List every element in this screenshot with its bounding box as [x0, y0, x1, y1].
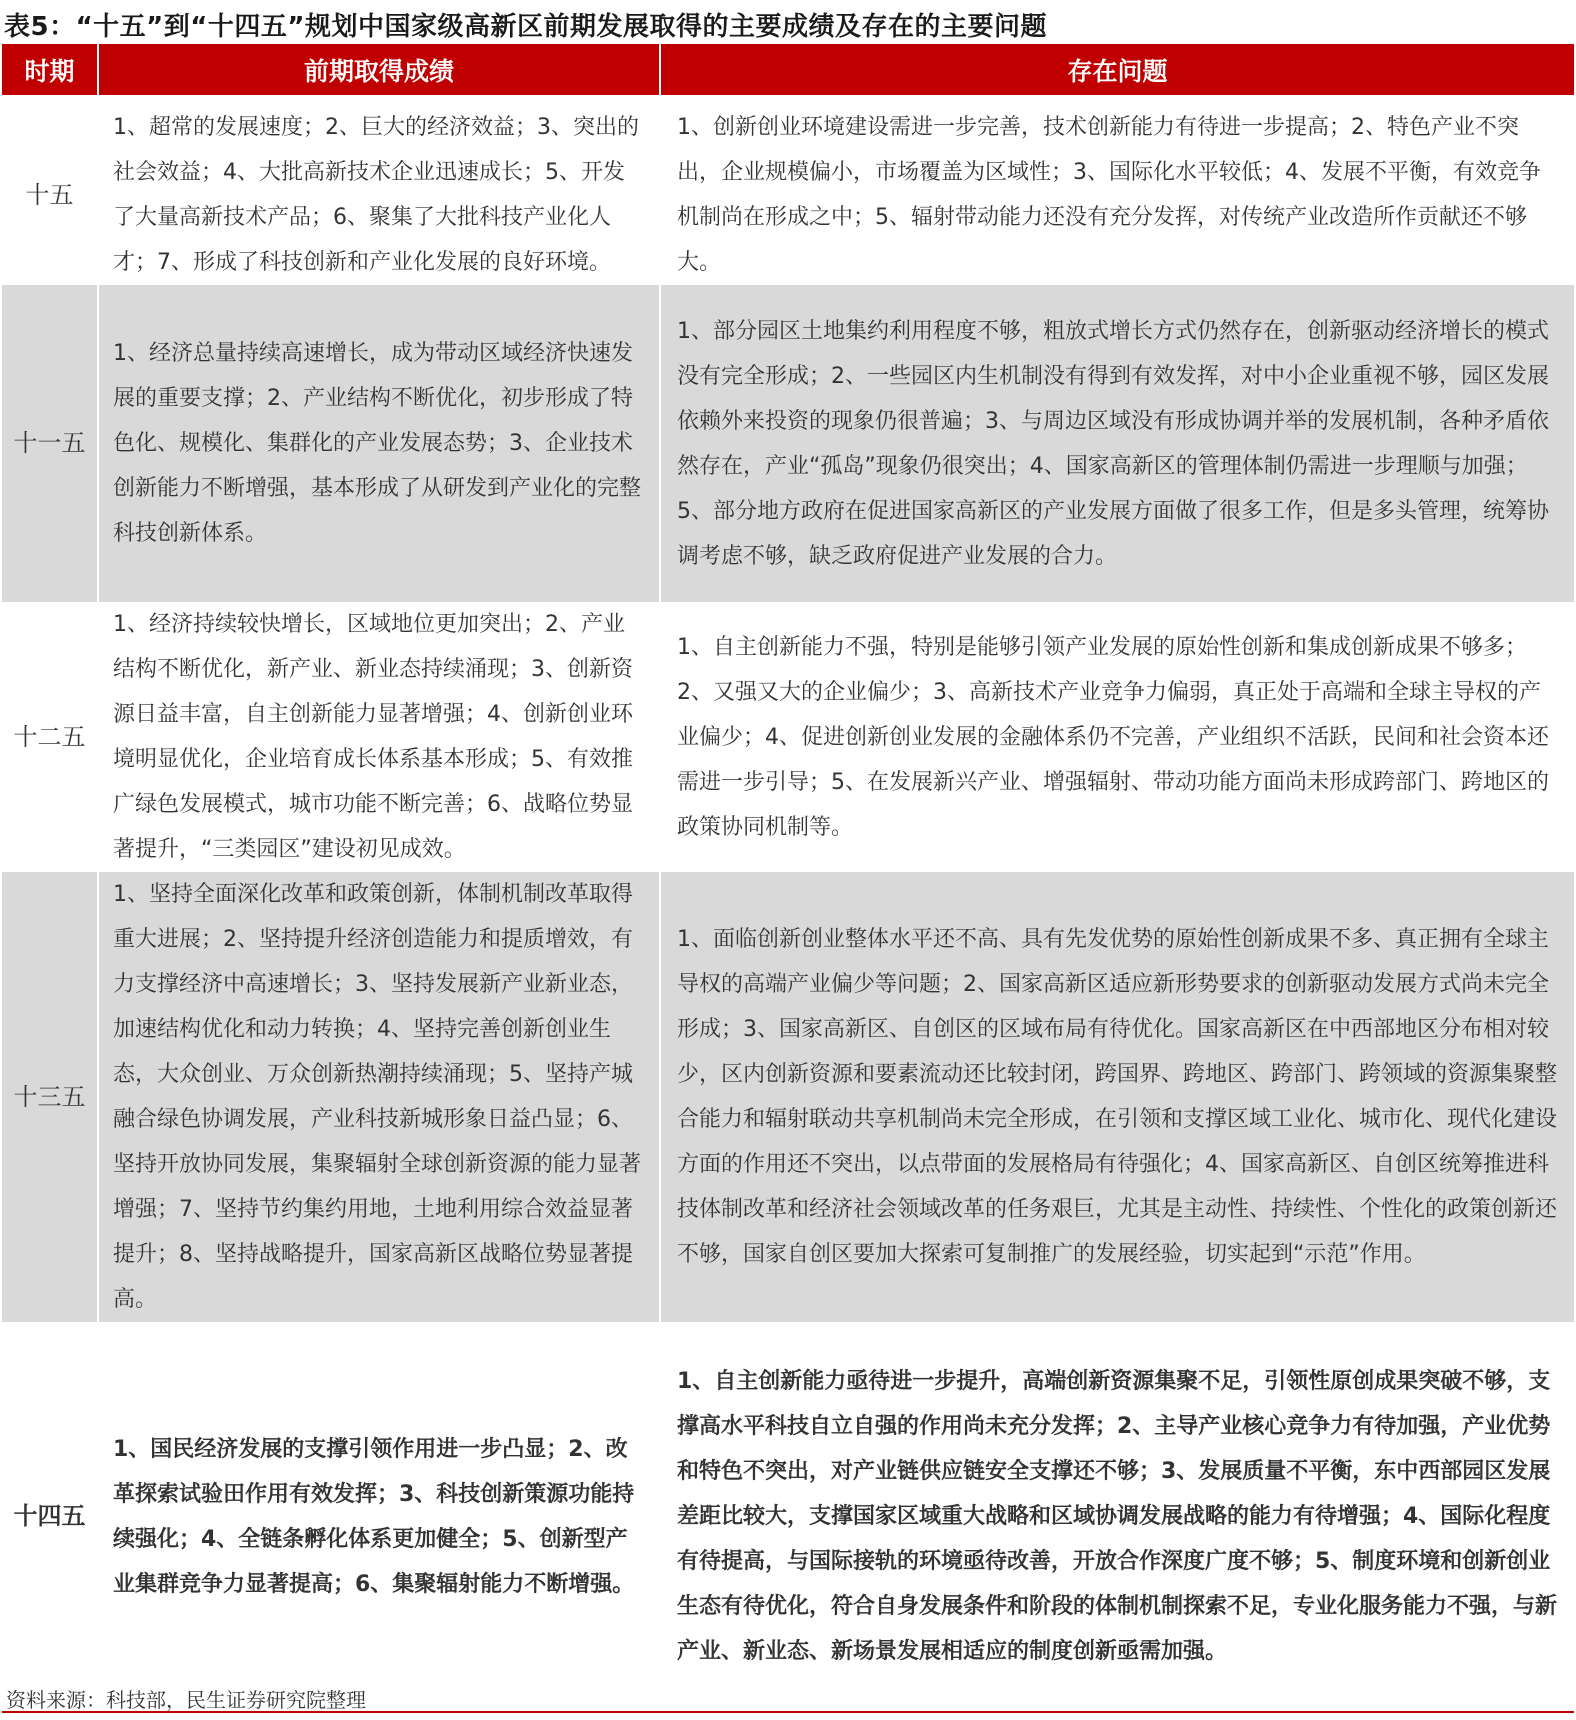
problems-cell: 1、自主创新能力不强，特别是能够引领产业发展的原始性创新和集成创新成果不够多；2、又强又大的企业偏少；3、高新技术产业竞争力偏弱，真正处于高端和全球主导权的产业偏少；4、促进创新创业发展的金融体系仍不完善，产业组织不活跃，民间和社会资本还需进一步引导；5、在发展新兴产业、增强辐射、带动功能方面尚未形成跨部门、跨地区的政策协同机制等。 — [677, 634, 1550, 840]
problems-cell: 1、部分园区土地集约利用程度不够，粗放式增长方式仍然存在，创新驱动经济增长的模式没有完全形成；2、一些园区内生机制没有得到有效发挥，对中小企业重视不够，园区发展依赖外来投资的现象仍很普遍；3、与周边区域没有形成协调并举的发展机制，各种矛盾依然存在，产业“孤岛”现象仍很突出；4、国家高新区的管理体制仍需进一步理顺与加强；5、部分地方政府在促进国家高新区的产业发展方面做了很多工作，但是多头管理，统筹协调考虑不够，缺乏政府促进产业发展的合力。 — [660, 285, 1574, 602]
period-cell: 十二五 — [2, 602, 98, 872]
header-period: 时期 — [2, 44, 98, 100]
problems-cell: 1、自主创新能力亟待进一步提升，高端创新资源集聚不足，引领性原创成果突破不够，支撑高水平科技自立自强的作用尚未充分发挥；2、主导产业核心竞争力有待加强，产业优势和特色不突出，对产业链供应链安全支撑还不够；3、发展质量不平衡，东中西部园区发展差距比较大，支撑国家区域重大战略和区域协调发展战略的能力有待增强；4、国际化程度有待提高，与国际接轨的环境亟待改善，开放合作深度广度不够；5、制度环境和创新创业生态有待优化，符合自身发展条件和阶段的体制机制探索不足，专业化服务能力不强，与新产业、新业态、新场景发展相适应的制度创新亟需加强。 — [660, 1322, 1574, 1712]
header-achievements: 前期取得成绩 — [98, 44, 660, 100]
source-note: 资料来源：科技部，民生证券研究院整理 — [6, 1688, 366, 1712]
achievements-cell: 1、超常的发展速度；2、巨大的经济效益；3、突出的社会效益；4、大批高新技术企业迅速成长；5、开发了大量高新技术产品；6、聚集了大批科技产业化人才；7、形成了科技创新和产业化发展的良好环境。 — [98, 100, 660, 285]
period-cell: 十四五 — [2, 1322, 98, 1712]
table-row — [2, 1322, 1574, 1712]
problems-cell: 1、创新创业环境建设需进一步完善，技术创新能力有待进一步提高；2、特色产业不突出，企业规模偏小，市场覆盖为区域性；3、国际化水平较低；4、发展不平衡，有效竞争机制尚在形成之中；5、辐射带动能力还没有充分发挥，对传统产业改造所作贡献还不够大。 — [660, 100, 1574, 285]
table-caption: 表5：“十五”到“十四五”规划中国家级高新区前期发展取得的主要成绩及存在的主要问题 — [4, 12, 1047, 42]
comparison-table — [2, 44, 1574, 1713]
table-row — [2, 602, 1574, 872]
period-cell: 十五 — [2, 100, 98, 285]
achievements-cell: 1、经济持续较快增长，区域地位更加突出；2、产业结构不断优化，新产业、新业态持续涌现；3、创新资源日益丰富，自主创新能力显著增强；4、创新创业环境明显优化，企业培育成长体系基本形成；5、有效推广绿色发展模式，城市功能不断完善；6、战略位势显著提升，“三类园区”建设初见成效。 — [98, 602, 660, 872]
period-cell: 十三五 — [2, 872, 98, 1322]
achievements-cell: 1、国民经济发展的支撑引领作用进一步凸显；2、改革探索试验田作用有效发挥；3、科技创新策源功能持续强化；4、全链条孵化体系更加健全；5、创新型产业集群竞争力显著提高；6、集聚辐射能力不断增强。 — [98, 1322, 660, 1712]
achievements-cell: 1、坚持全面深化改革和政策创新，体制机制改革取得重大进展；2、坚持提升经济创造能力和提质增效，有力支撑经济中高速增长；3、坚持发展新产业新业态，加速结构优化和动力转换；4、坚持完善创新创业生态，大众创业、万众创新热潮持续涌现；5、坚持产城融合绿色协调发展，产业科技新城形象日益凸显；6、坚持开放协同发展，集聚辐射全球创新资源的能力显著增强；7、坚持节约集约用地，土地利用综合效益显著提升；8、坚持战略提升，国家高新区战略位势显著提高。 — [98, 872, 660, 1322]
problems-cell: 1、面临创新创业整体水平还不高、具有先发优势的原始性创新成果不多、真正拥有全球主导权的高端产业偏少等问题；2、国家高新区适应新形势要求的创新驱动发展方式尚未完全形成；3、国家高新区、自创区的区域布局有待优化。国家高新区在中西部地区分布相对较少，区内创新资源和要素流动还比较封闭，跨国界、跨地区、跨部门、跨领域的资源集聚整合能力和辐射联动共享机制尚未完全形成，在引领和支撑区域工业化、城市化、现代化建设方面的作用还不突出，以点带面的发展格局有待强化；4、国家高新区、自创区统筹推进科技体制改革和经济社会领域改革的任务艰巨，尤其是主动性、持续性、个性化的政策创新还不够，国家自创区要加大探索可复制推广的发展经验，切实起到“示范”作用。 — [660, 872, 1574, 1322]
table-row — [2, 285, 1574, 602]
period-cell: 十一五 — [2, 285, 98, 602]
header-problems: 存在问题 — [660, 44, 1574, 100]
table-row — [2, 872, 1574, 1322]
achievements-cell: 1、经济总量持续高速增长，成为带动区域经济快速发展的重要支撑；2、产业结构不断优化，初步形成了特色化、规模化、集群化的产业发展态势；3、企业技术创新能力不断增强，基本形成了从研发到产业化的完整科技创新体系。 — [98, 285, 660, 602]
table-row — [2, 100, 1574, 285]
table-header-row — [2, 44, 1574, 100]
